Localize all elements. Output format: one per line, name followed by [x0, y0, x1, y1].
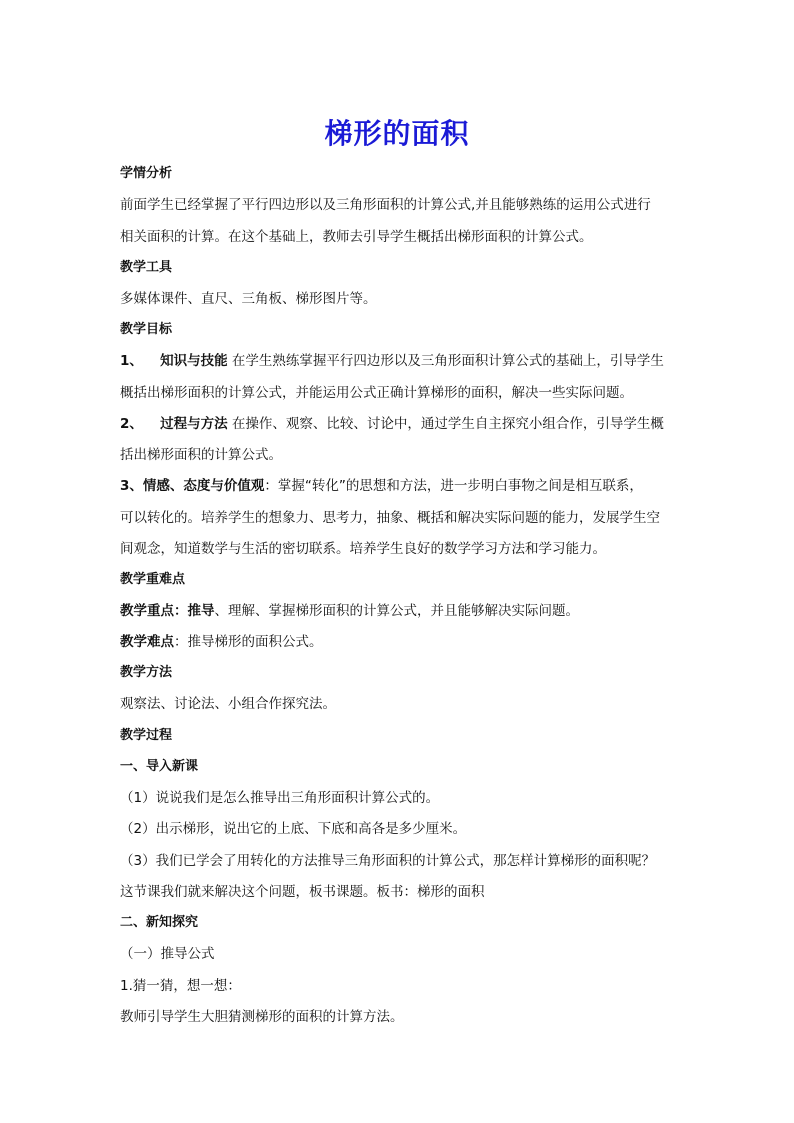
paragraph: 前面学生已经掌握了平行四边形以及三角形面积的计算公式,并且能够熟练的运用公式进行 — [120, 197, 651, 213]
goal-label: 知识与技能 — [160, 353, 228, 369]
paragraph: 观察法、讨论法、小组合作探究法。 — [120, 696, 336, 712]
paragraph: 教师引导学生大胆猜测梯形的面积的计算方法。 — [120, 1009, 404, 1025]
paragraph: 多媒体课件、直尺、三角板、梯形图片等。 — [120, 291, 377, 307]
subheading: （一）推导公式 — [120, 946, 215, 962]
goal-item-1 — [120, 352, 680, 370]
goal-text: ：掌握“转化”的思想和方法，进一步明白事物之间是相互联系， — [264, 478, 643, 494]
paragraph: 相关面积的计算。在这个基础上，教师去引导学生概括出梯形面积的计算公式。 — [120, 229, 593, 245]
section-heading: 教学过程 — [120, 728, 173, 743]
goal-item-3 — [120, 477, 680, 495]
goal-item-2 — [120, 415, 680, 433]
key-point — [120, 602, 680, 620]
page-title: 梯形的面积 — [324, 117, 470, 150]
paragraph: 概括出梯形面积的计算公式，并能运用公式正确计算梯形的面积，解决一些实际问题。 — [120, 385, 633, 401]
section-heading: 教学目标 — [120, 322, 173, 337]
step-heading: 二、新知探究 — [120, 915, 199, 930]
section-heading: 教学方法 — [120, 665, 173, 680]
step-heading: 一、导入新课 — [120, 759, 199, 774]
goal-label: 3、情感、态度与价值观 — [120, 478, 265, 494]
goal-text: 在学生熟练掌握平行四边形以及三角形面积计算公式的基础上，引导学生 — [231, 353, 664, 369]
goal-text: 在操作、观察、比较、讨论中，通过学生自主探究小组合作，引导学生概 — [231, 416, 664, 432]
difficult-point — [120, 633, 680, 651]
paragraph: 可以转化的。培养学生的想象力、思考力，抽象、概括和解决实际问题的能力，发展学生空 — [120, 510, 660, 526]
key-text: 、理解、掌握梯形面积的计算公式，并且能够解决实际问题。 — [214, 603, 579, 619]
section-heading: 教学重难点 — [120, 572, 186, 587]
difficult-text: ：推导梯形的面积公式。 — [174, 634, 323, 650]
paragraph: （2）出示梯形，说出它的上底、下底和高各是多少厘米。 — [120, 821, 467, 837]
goal-number: 2、 — [120, 416, 143, 432]
paragraph: （3）我们已学会了用转化的方法推导三角形面积的计算公式，那怎样计算梯形的面积呢？ — [120, 853, 656, 869]
difficult-label: 教学难点 — [120, 634, 174, 650]
paragraph: 间观念，知道数学与生活的密切联系。培养学生良好的数学学习方法和学习能力。 — [120, 541, 606, 557]
paragraph: 括出梯形面积的计算公式。 — [120, 447, 282, 463]
goal-number: 1、 — [120, 353, 143, 369]
paragraph: 1.猜一猜，想一想： — [120, 978, 241, 994]
key-label: 教学重点：推导 — [120, 603, 215, 619]
paragraph: （1）说说我们是怎么推导出三角形面积计算公式的。 — [120, 790, 440, 806]
section-heading: 教学工具 — [120, 260, 173, 275]
paragraph: 这节课我们就来解决这个问题，板书课题。板书：梯形的面积 — [120, 884, 485, 900]
section-heading: 学情分析 — [120, 166, 173, 181]
goal-label: 过程与方法 — [160, 416, 228, 432]
